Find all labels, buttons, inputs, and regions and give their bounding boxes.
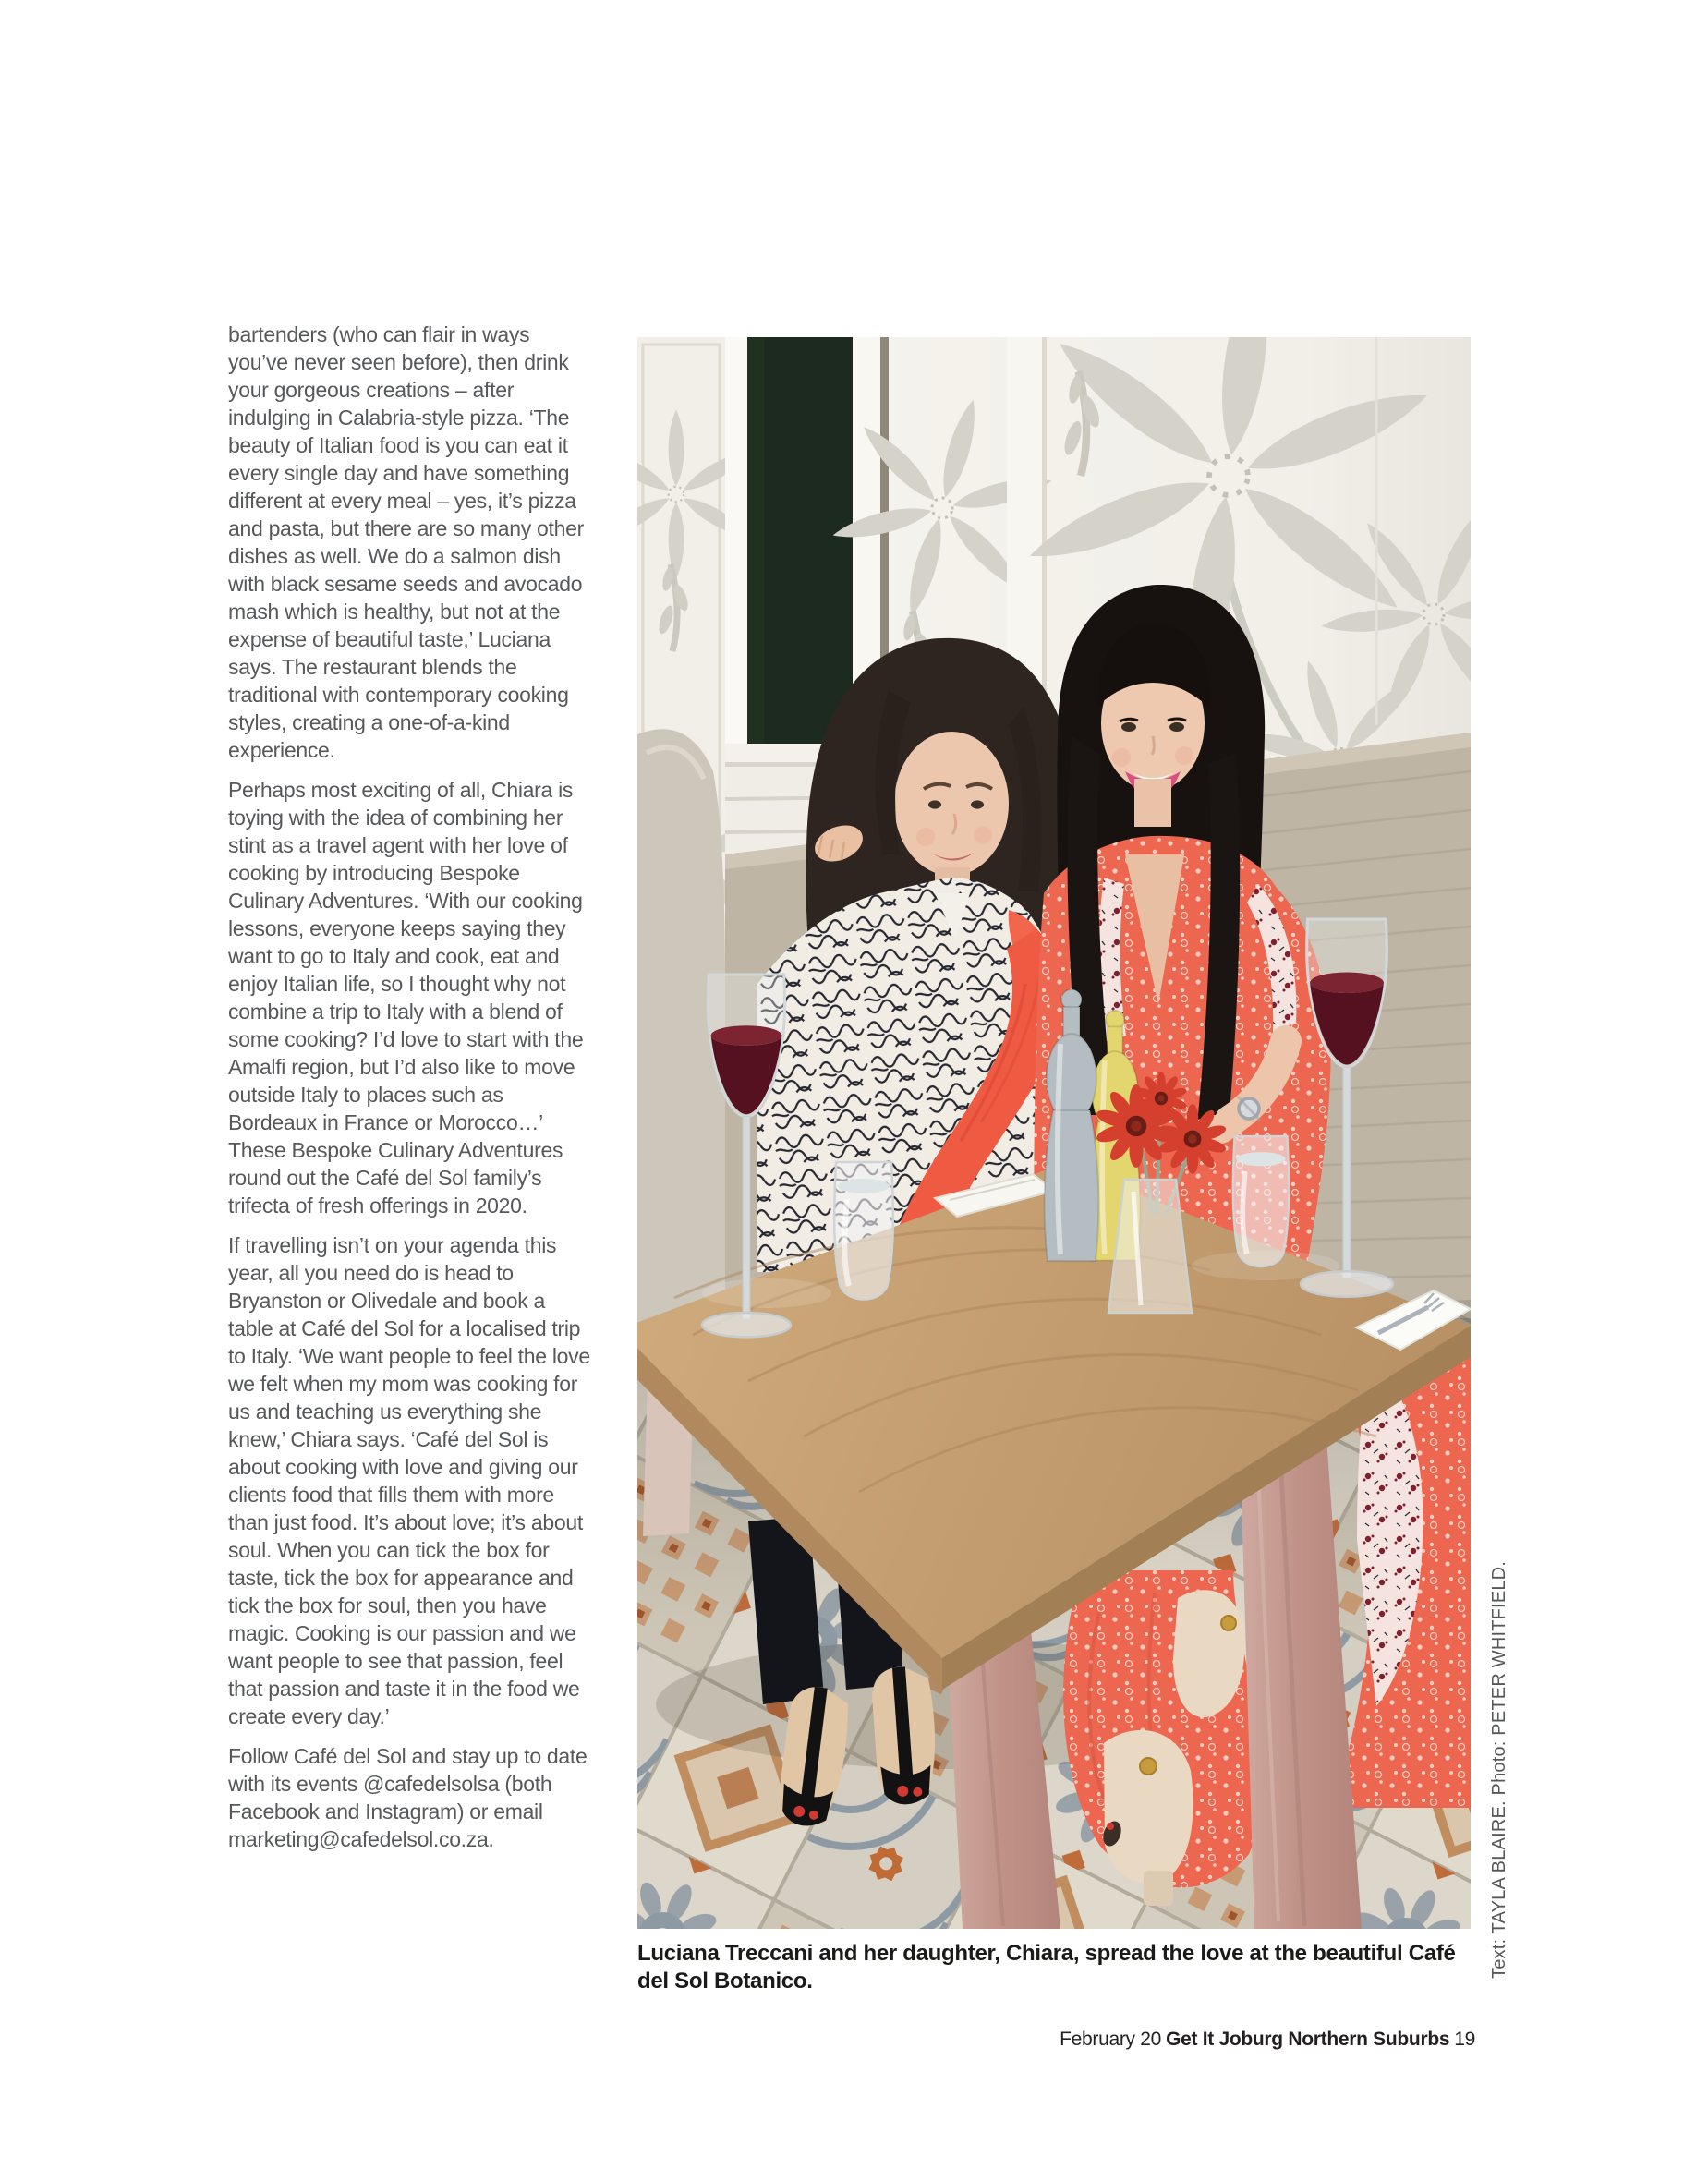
article-paragraph: bartenders (who can flair in ways you’ve never seen before), then drink your gorgeous creations – after indulging in Calabria-style pizza. ‘The beauty of Italian food is you can eat it every single day and have something different at every meal – yes, it’s pizza and pasta, but there are so many other dishes as well. We do a salmon dish with black sesame seeds and avocado mash which is healthy, but not at the expense of beautiful taste,’ Luciana says. The restaurant blends the traditional with contemporary cooking styles, creating a one-of-a-kind experience. [228, 322, 584, 762]
footer-issue-date: February 20 [1060, 2029, 1162, 2050]
water-glass-right [1233, 1136, 1289, 1266]
luciana-face [894, 732, 1009, 876]
article-paragraph: Follow Café del Sol and stay up to date with its events @cafedelsolsa (both Facebook and Instagram) or email marketing@cafedelsol.co.za. [228, 1744, 588, 1851]
article-paragraph: Perhaps most exciting of all, Chiara is toying with the idea of combining her stint as a travel agent with her love of cooking by introducing Bespoke Culinary Adventures. ‘With our cooking lessons, everyone keeps saying they want to go to Italy and cook, eat and enjoy Italian life, so I thought why not combine a trip to Italy with a blend of some cooking? I’d love to start with the Amalfi region, but I’d also like to move outside Italy to places such as Bordeaux in France or Morocco…’ These Bespoke Culinary Adventures round out the Café del Sol family’s trifecta of fresh offerings in 2020. [228, 778, 584, 1218]
article-text-column [228, 321, 594, 1865]
photo-caption: Luciana Treccani and her daughter, Chiara, spread the love at the beautiful Café del Sol Botanico. [637, 1941, 1456, 1993]
wrist-watch [1238, 1097, 1260, 1121]
photo-credit: Text: TAYLA BLAIRE. Photo: PETER WHITFIELD. [1489, 1560, 1509, 1979]
article-paragraph: If travelling isn’t on your agenda this year, all you need do is head to Bryanston or Olivedale and book a table at Café del Sol for a localised trip to Italy. ‘We want people to feel the love we felt when my mom was cooking for us and teaching us everything she knew,’ Chiara says. ‘Café del Sol is about cooking with love and giving our clients food that fills them with more than just food. It’s about love; it’s about soul. When you can tick the box for taste, tick the box for appearance and tick the box for soul, then you have magic. Cooking is our passion and we want people to see that passion, feel that passion and taste it in the food we create every day.’ [228, 1233, 590, 1728]
footer-page-number: 19 [1454, 2029, 1475, 2050]
restaurant-photo [637, 337, 1471, 1929]
water-glass-left [834, 1162, 893, 1300]
footer-publication: Get It Joburg Northern Suburbs [1166, 2029, 1450, 2050]
page-footer [637, 2029, 1475, 2051]
